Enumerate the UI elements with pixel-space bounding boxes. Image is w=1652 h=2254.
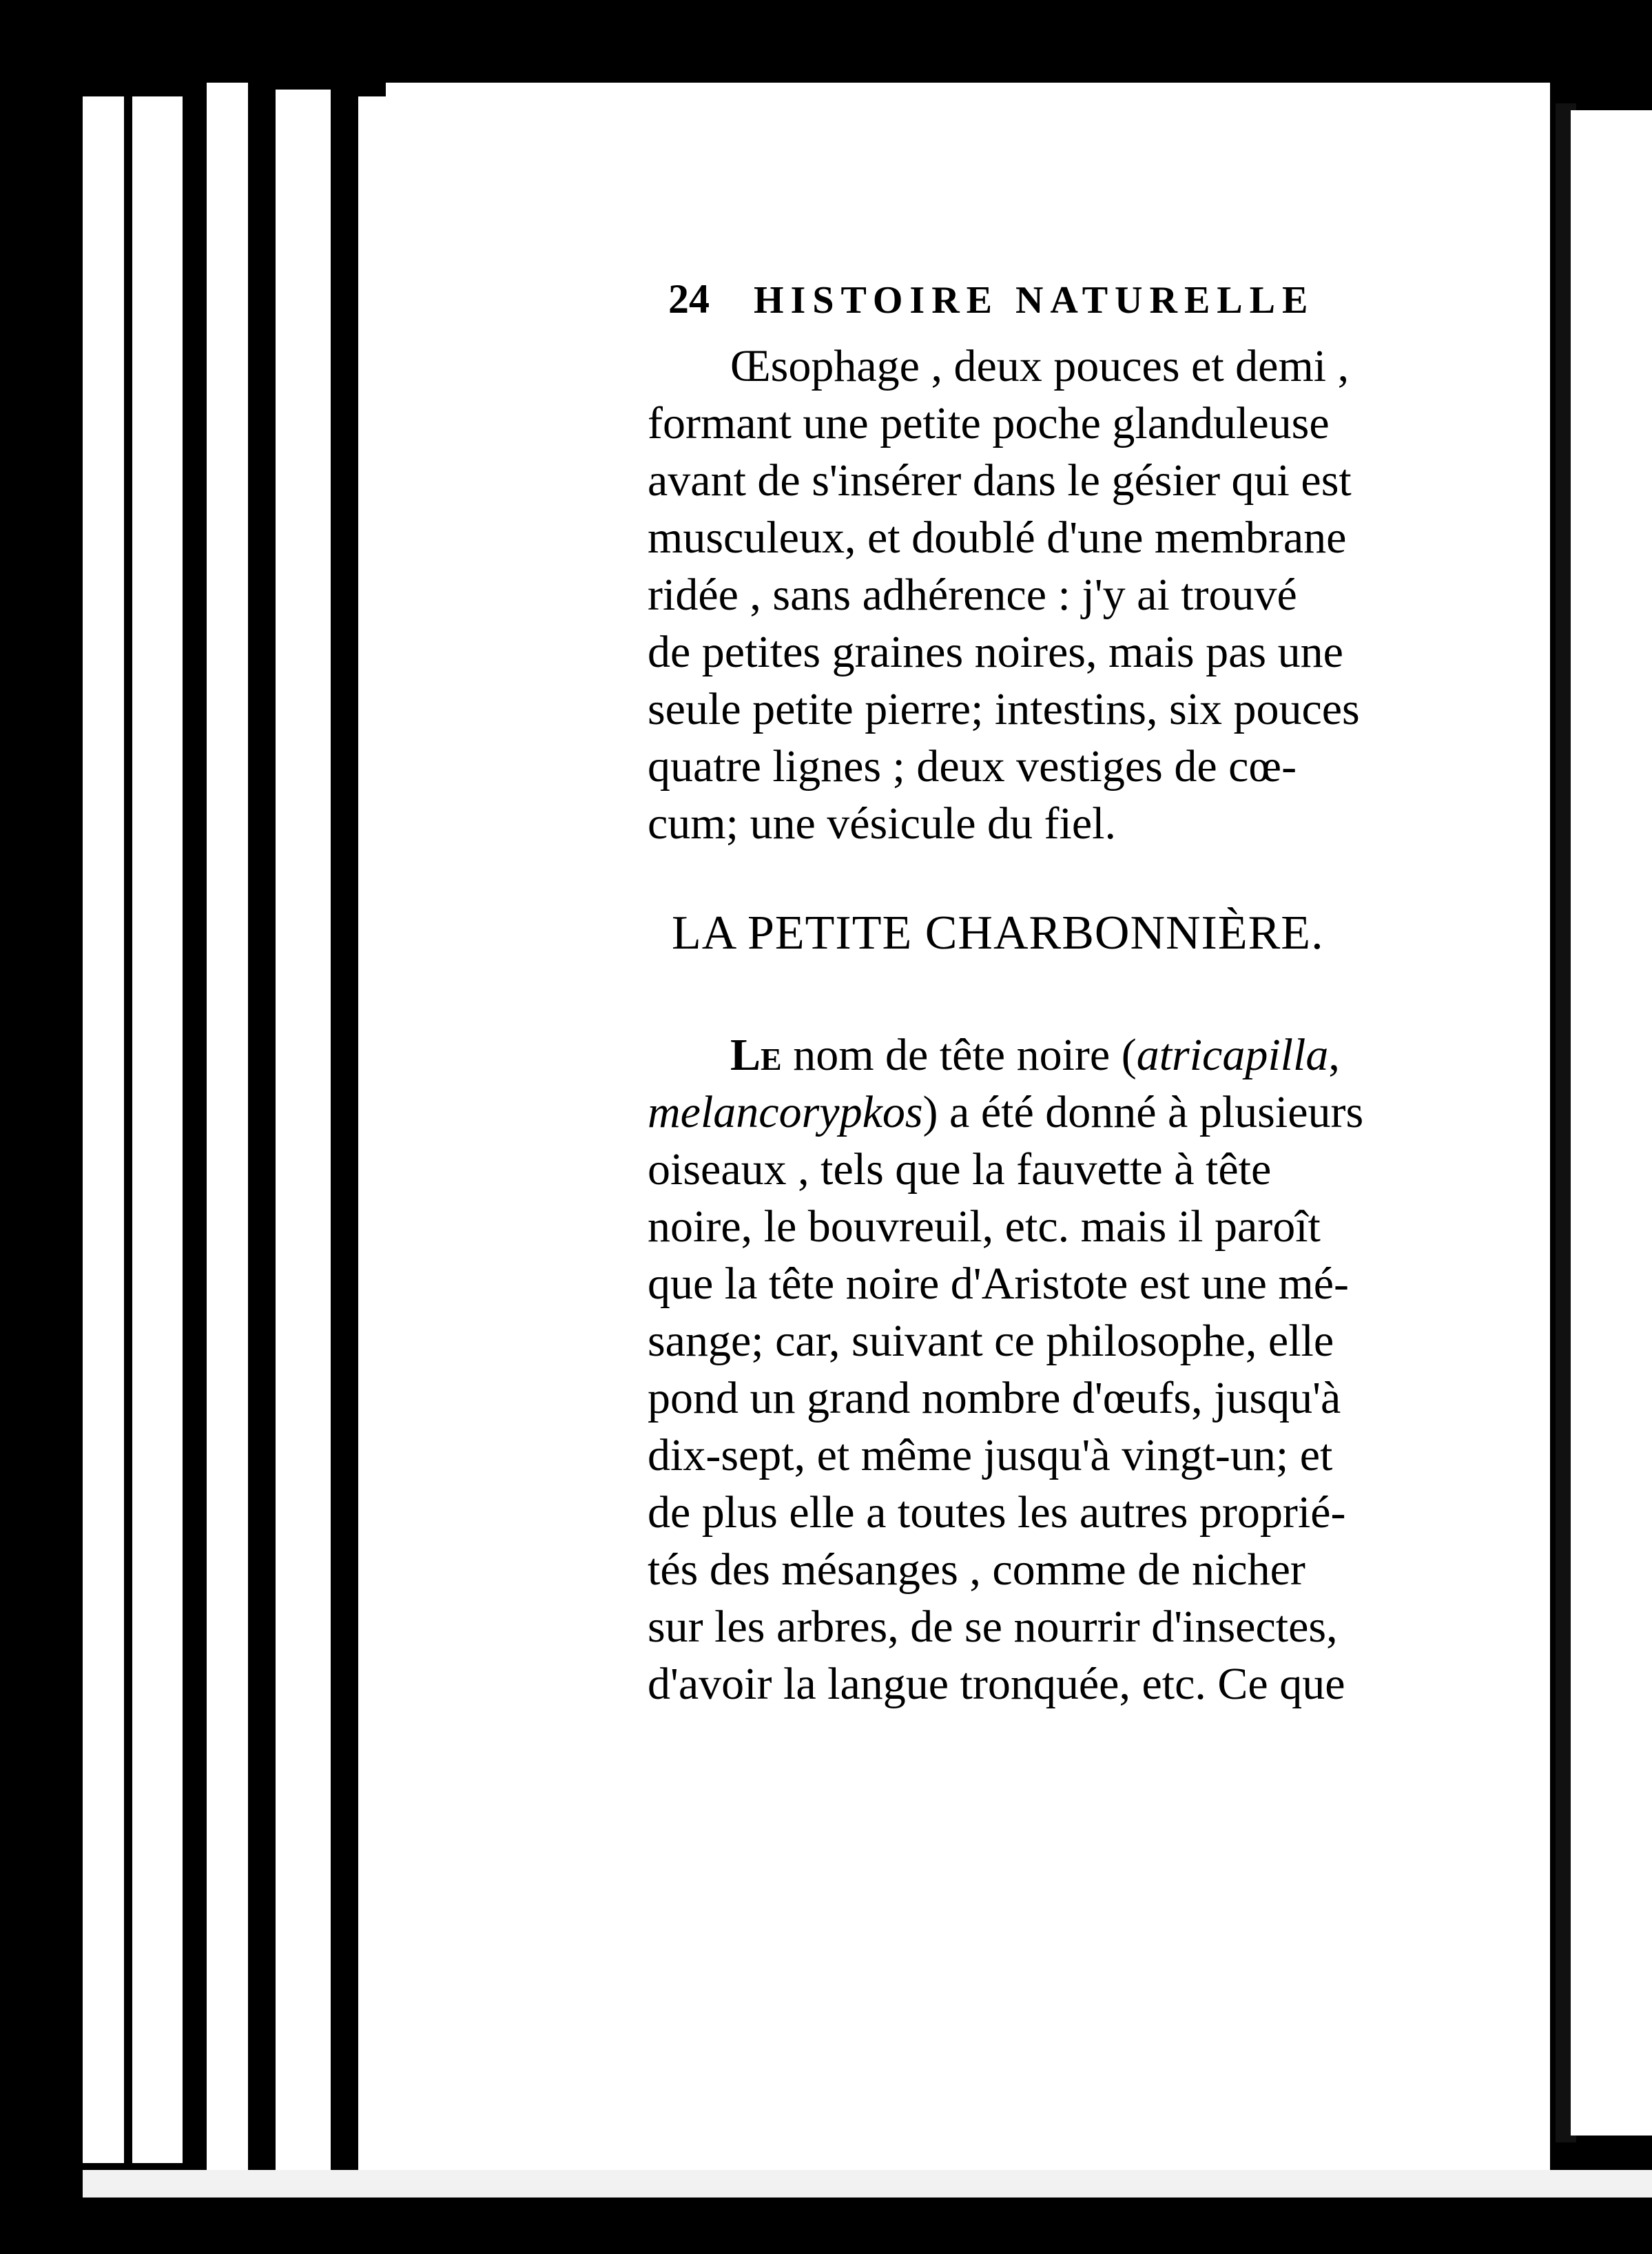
text-line: avant de s'insérer dans le gésier qui est: [648, 455, 1352, 506]
text-line: de plus elle a toutes les autres proprié-: [648, 1487, 1346, 1538]
text-line: d'avoir la langue tronquée, etc. Ce que: [648, 1659, 1345, 1709]
text-line: pond un grand nombre d'œufs, jusqu'à: [648, 1373, 1341, 1423]
latin-term: atricapilla: [1136, 1030, 1329, 1080]
drop-cap: Le: [730, 1030, 782, 1080]
text-line: dix-sept, et même jusqu'à vingt-un; et: [648, 1430, 1333, 1480]
text-line: cum; une vésicule du fiel.: [648, 798, 1116, 849]
text-line: noire, le bouvreuil, etc. mais il paroît: [648, 1201, 1321, 1252]
page-edge: [276, 90, 331, 2170]
page-edge: [207, 83, 248, 2170]
text-span: ) a été donné à plusieurs: [922, 1087, 1364, 1137]
paragraph-description: [648, 1026, 1447, 1713]
page-edge-shadow: [124, 96, 132, 2163]
latin-term: melancorypkos: [648, 1087, 923, 1137]
text-line: tés des mésanges , comme de nicher: [648, 1544, 1305, 1595]
text-line: [648, 1084, 1447, 1141]
text-line: que la tête noire d'Aristote est une mé-: [648, 1259, 1350, 1309]
text-line: [648, 1026, 1447, 1084]
page-edge-shadow: [183, 90, 202, 2184]
text-line: oiseaux , tels que la fauvette à tête: [648, 1144, 1272, 1195]
page-number: 24: [668, 276, 710, 322]
text-line: ridée , sans adhérence : j'y ai trouvé: [648, 570, 1297, 620]
running-header: [668, 276, 1357, 323]
text-line: sange; car, suivant ce philosophe, elle: [648, 1316, 1334, 1366]
text-line: quatre lignes ; deux vestiges de cœ-: [648, 741, 1297, 792]
page-edge-shadow: [248, 83, 271, 2177]
page-bottom-edge: [83, 2170, 1652, 2198]
next-page-edge: [1571, 110, 1652, 2136]
text-line: Œsophage , deux pouces et demi ,: [730, 341, 1350, 391]
text-span: ,: [1328, 1030, 1340, 1080]
text-line: musculeux, et doublé d'une membrane: [648, 513, 1347, 563]
running-title: HISTOIRE NATURELLE: [754, 279, 1315, 322]
text-line: seule petite pierre; intestins, six pouces: [648, 684, 1360, 734]
text-line: sur les arbres, de se nourrir d'insectes,: [648, 1602, 1338, 1652]
text-line: formant une petite poche glanduleuse: [648, 398, 1330, 448]
paragraph-anatomy: [648, 338, 1447, 852]
text-span: nom de tête noire (: [781, 1030, 1137, 1080]
text-line: de petites graines noires, mais pas une: [648, 627, 1343, 677]
page-edge: [83, 96, 186, 2163]
page-edge-shadow: [331, 86, 355, 2180]
section-title: LA PETITE CHARBONNIÈRE.: [672, 907, 1324, 960]
